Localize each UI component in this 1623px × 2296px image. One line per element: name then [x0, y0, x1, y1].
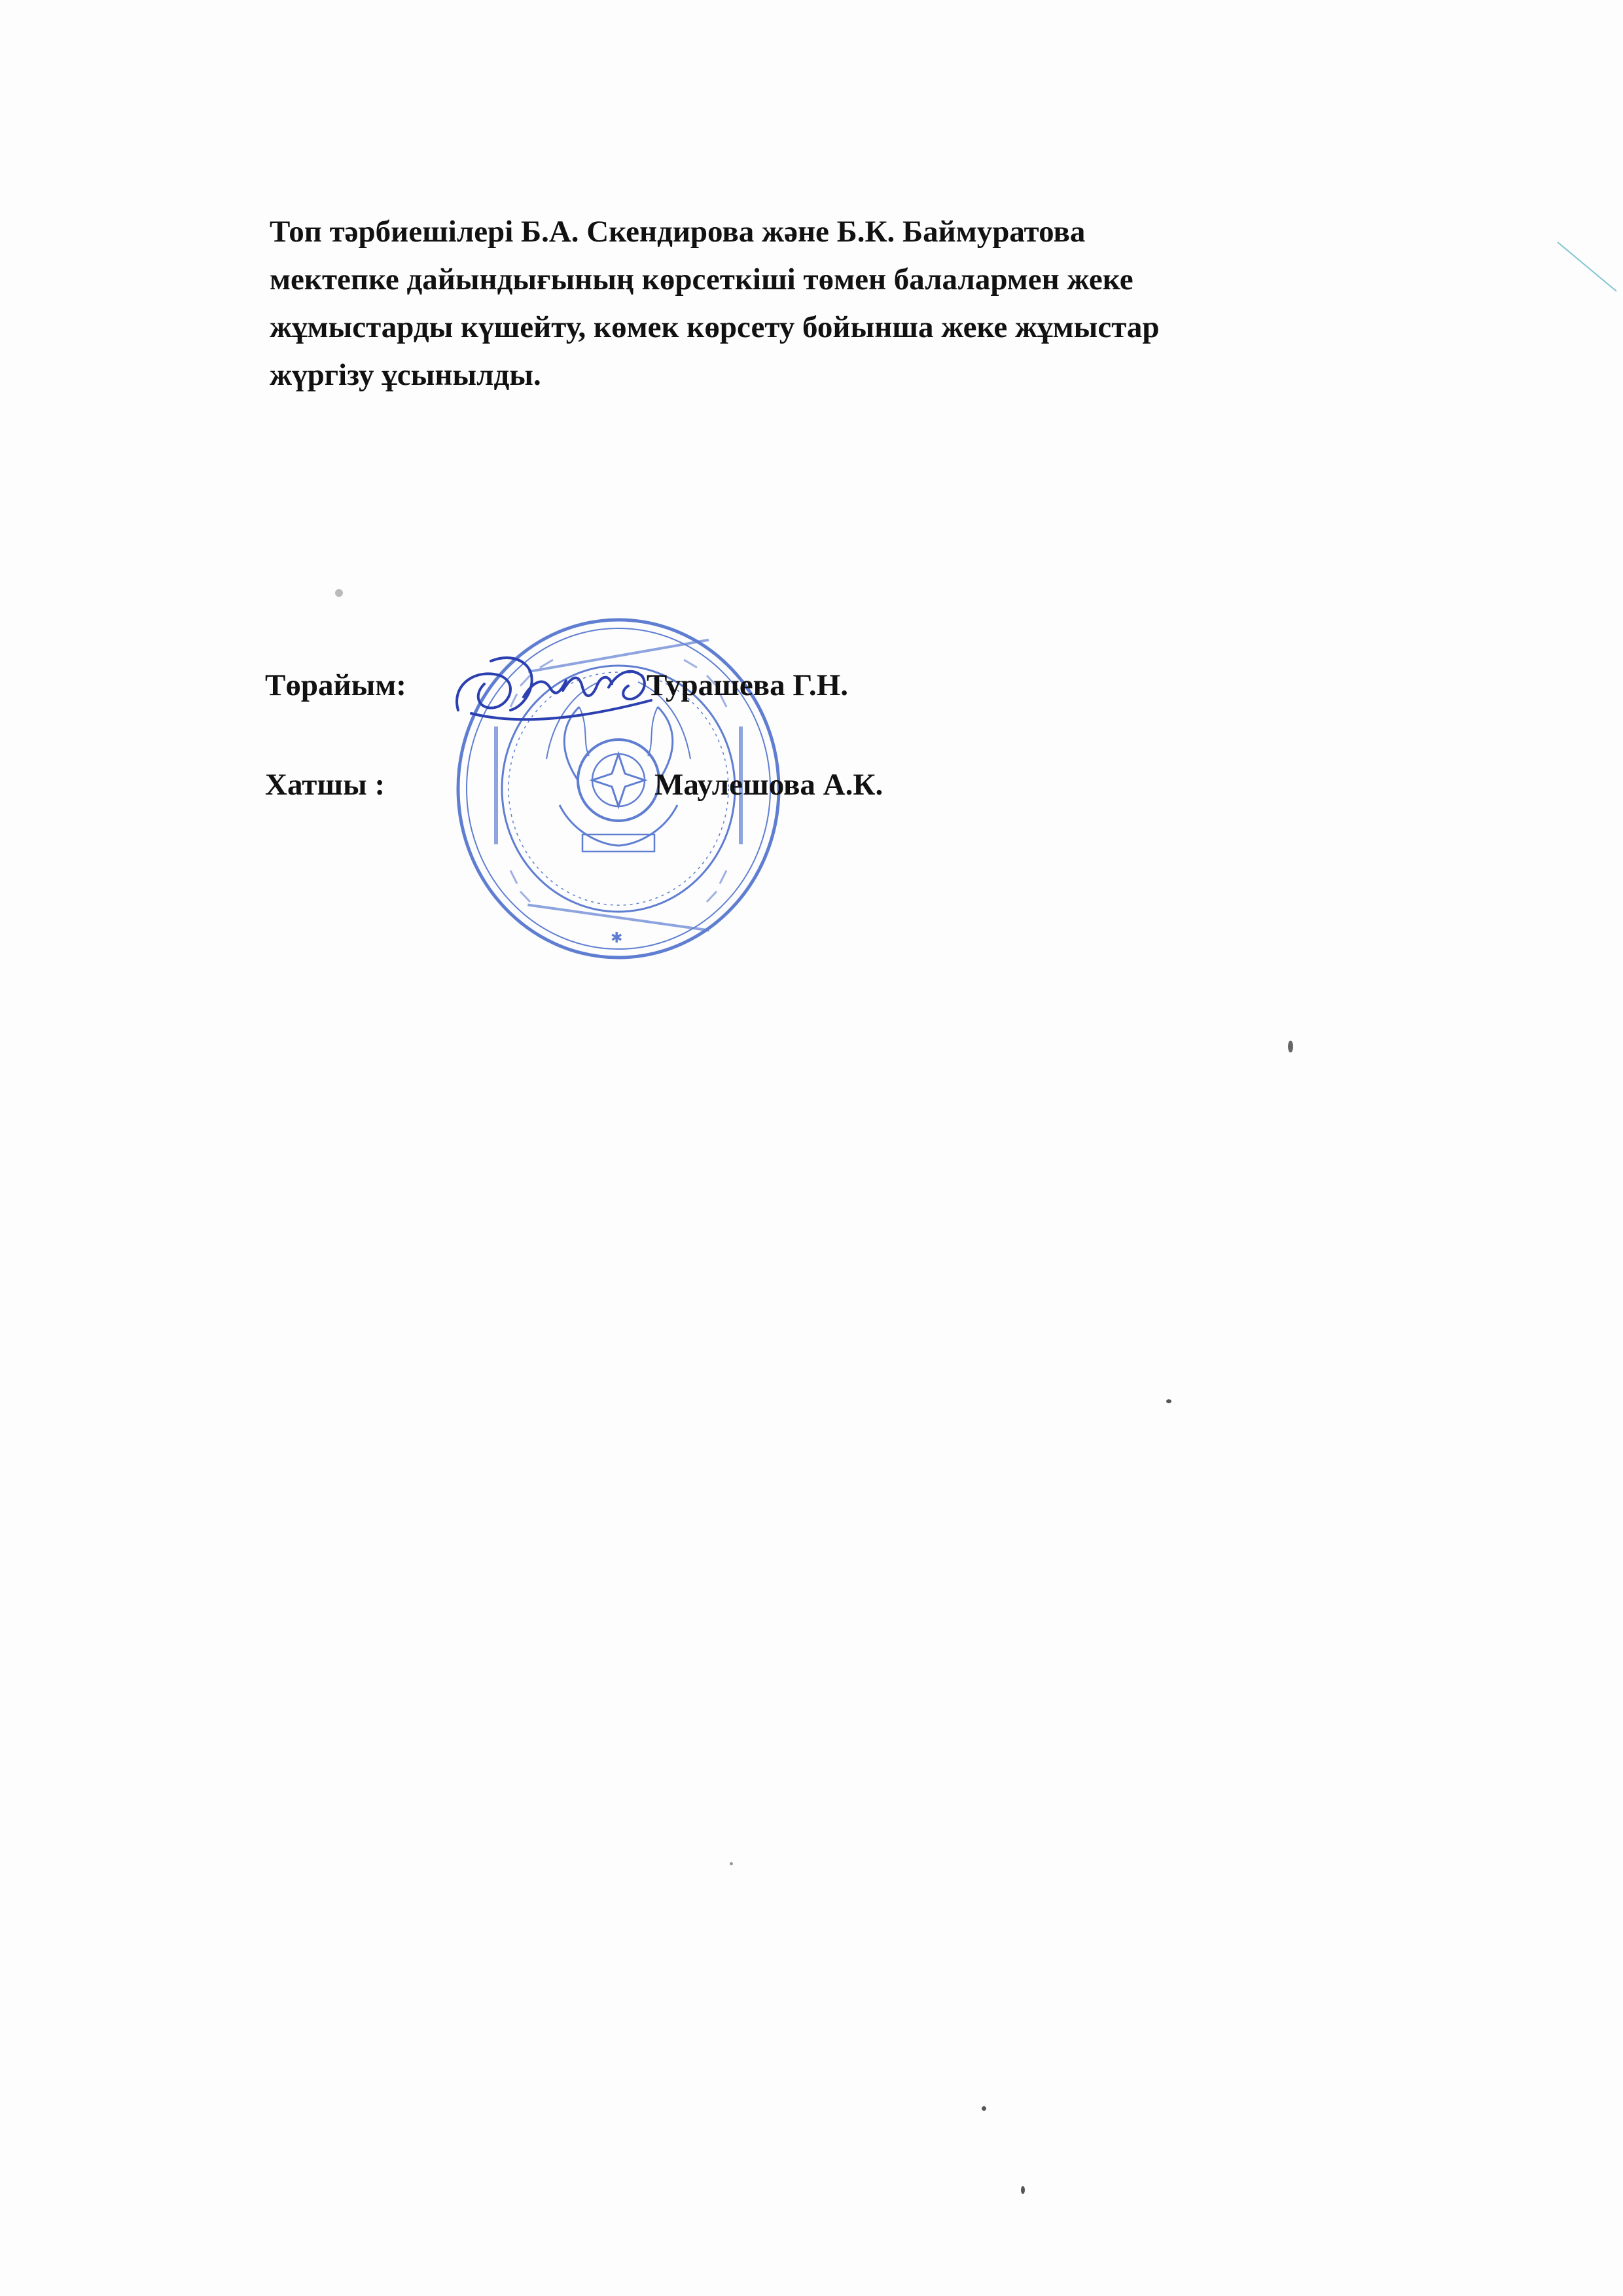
scan-speck — [730, 1862, 733, 1865]
scan-speck — [1288, 1041, 1293, 1052]
scan-edge-mark-icon — [1551, 236, 1623, 295]
paragraph-line: жүргізу ұсынылды. — [270, 358, 541, 392]
svg-text:✱: ✱ — [611, 930, 623, 946]
scan-speck — [982, 2106, 986, 2111]
scan-speck — [1021, 2186, 1025, 2194]
paragraph-line: Топ тәрбиешілері Б.А. Скендирова және Б.К. Баймуратова — [270, 215, 1086, 249]
chairperson-label: Төрайым: — [265, 668, 406, 702]
scan-speck — [1166, 1399, 1171, 1403]
handwritten-signature-icon — [445, 635, 661, 740]
paragraph-line: жұмыстарды күшейту, көмек көрсету бойынша жеке жұмыстар — [270, 310, 1160, 344]
secretary-name: Маулешова А.К. — [654, 768, 883, 802]
secretary-label: Хатшы : — [265, 768, 385, 802]
chairperson-name: Турашева Г.Н. — [647, 668, 848, 702]
recommendation-paragraph — [270, 208, 1421, 399]
scan-speck — [335, 589, 343, 597]
paragraph-line: мектепке дайындығының көрсеткіші төмен балалармен жеке — [270, 262, 1133, 296]
